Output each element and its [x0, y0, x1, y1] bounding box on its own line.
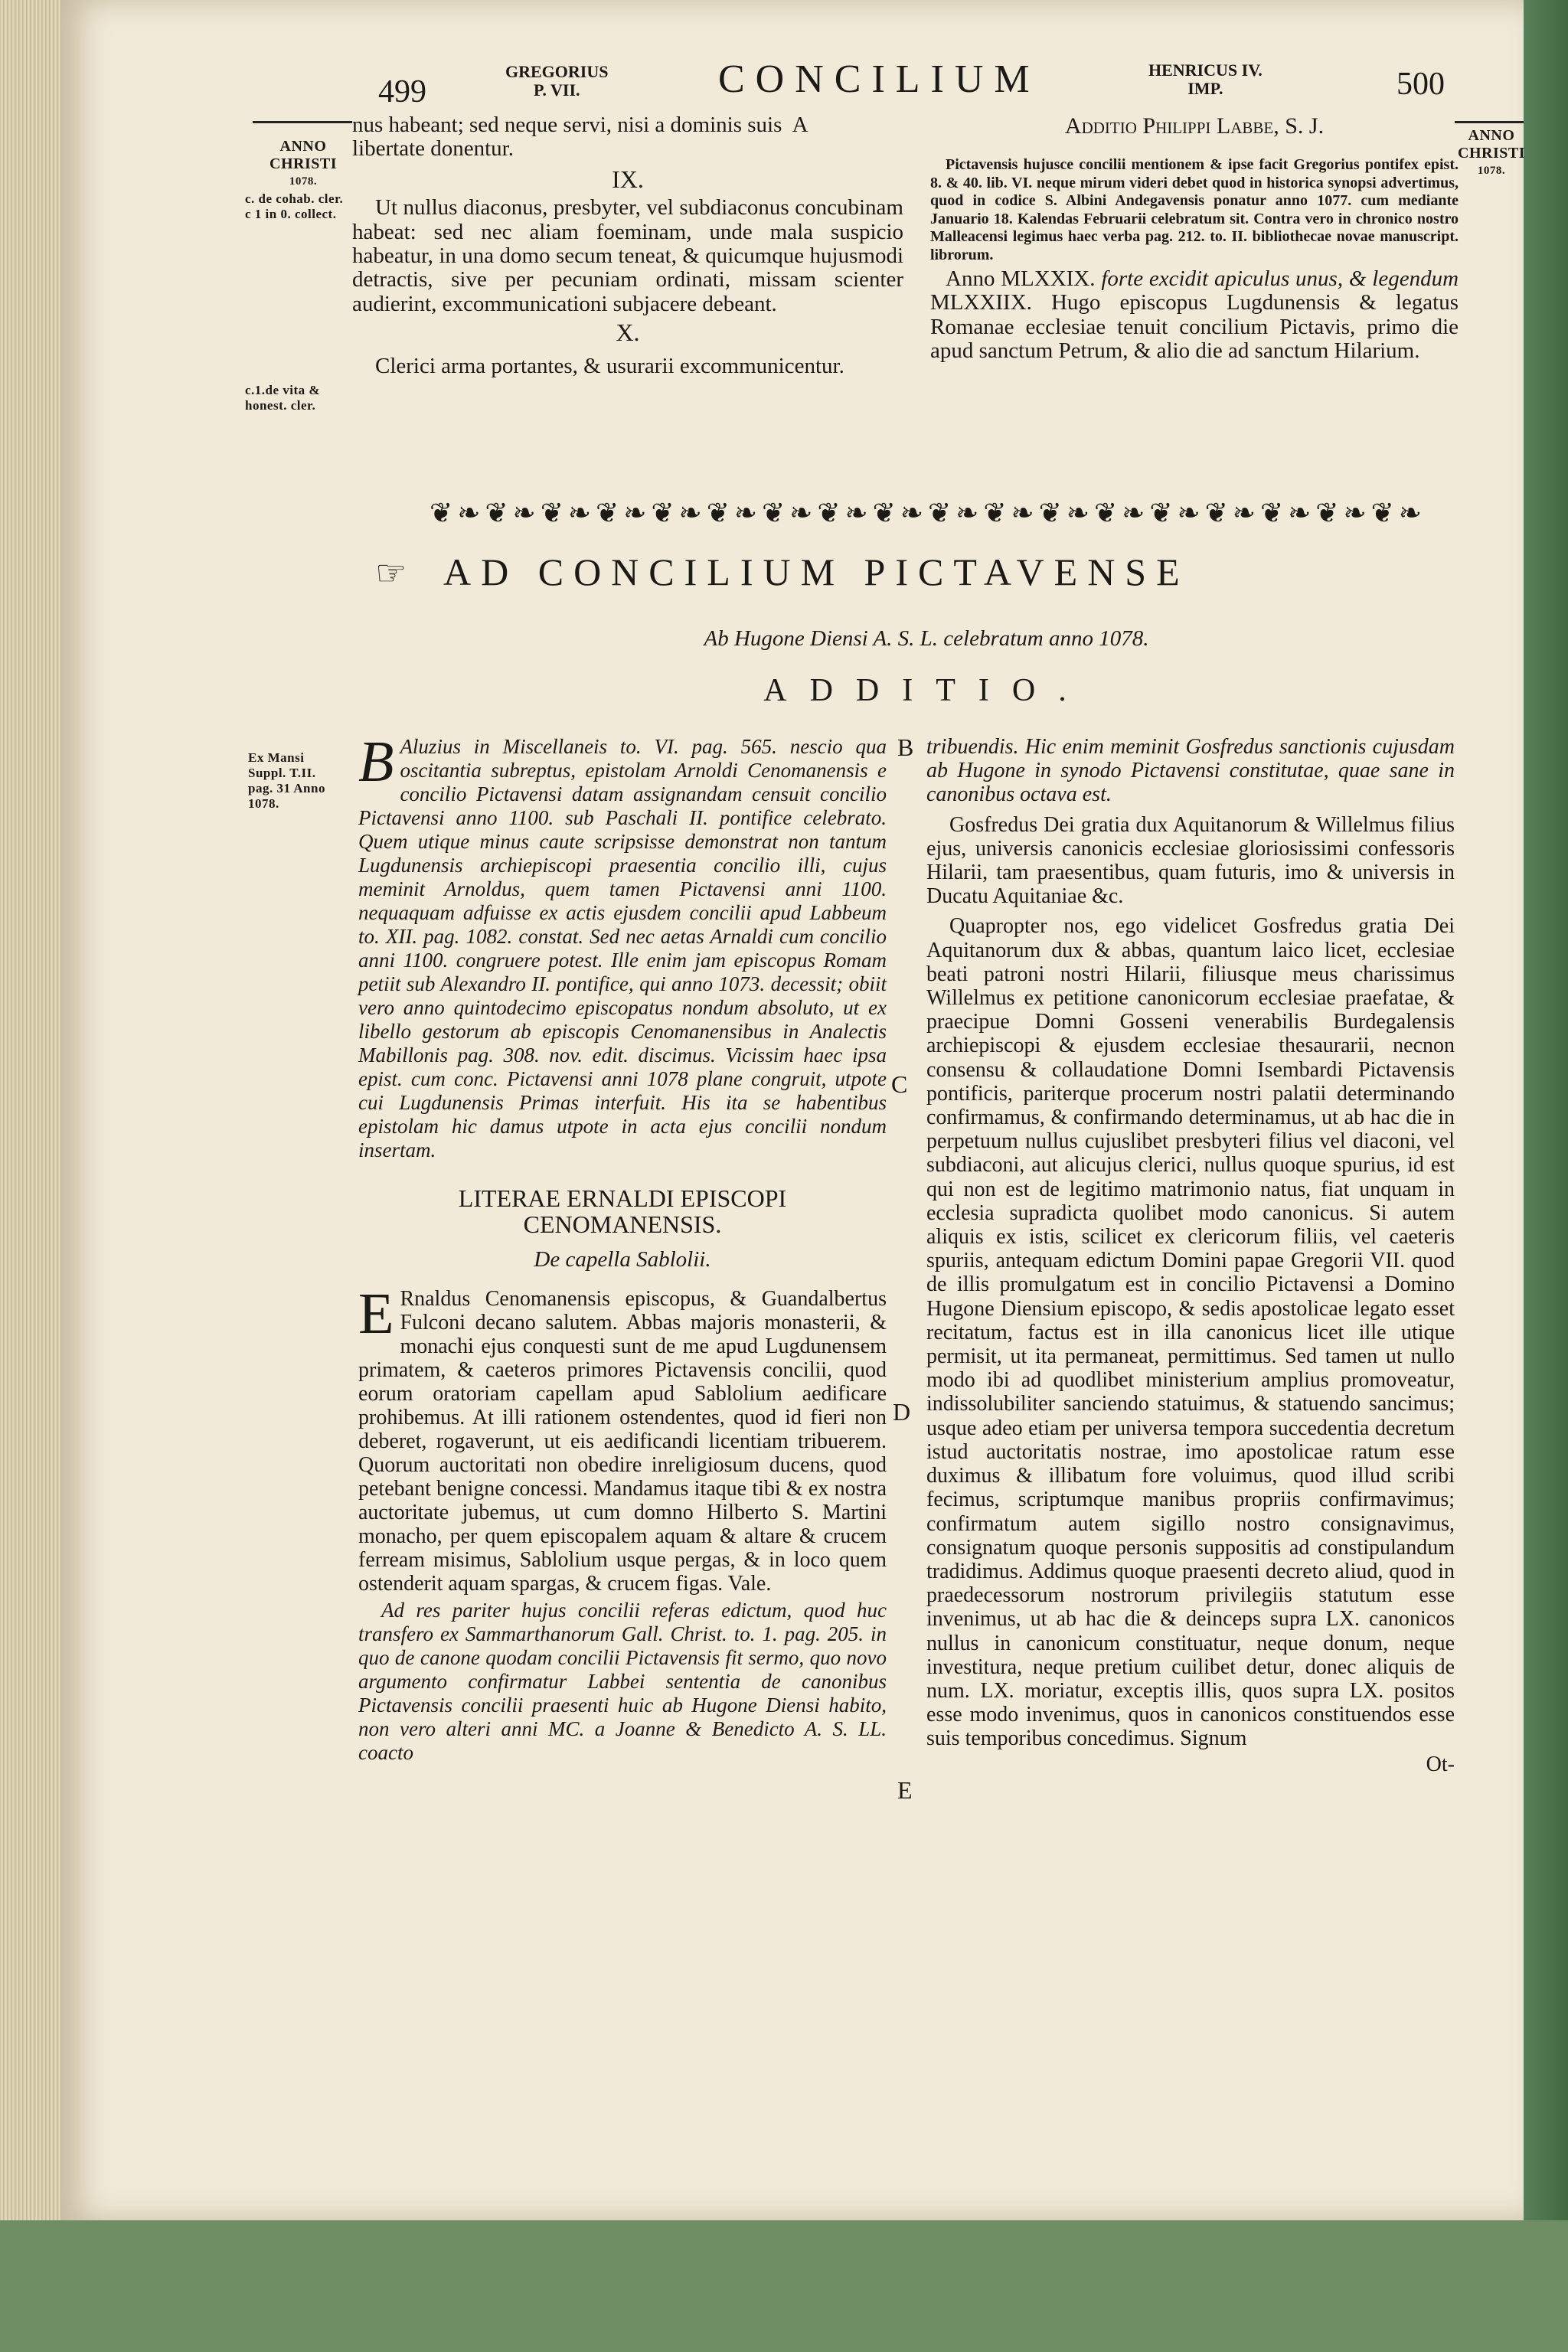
header-pope-name: GREGORIUS: [505, 62, 609, 81]
column-marker-c: C: [891, 1070, 908, 1098]
col1-top-line1-text: nus habeant; sed neque servi, nisi a dominis suis: [352, 113, 782, 137]
header-emperor-name: HENRICUS IV.: [1148, 60, 1263, 80]
letter-text: [358, 1282, 887, 1596]
gosfredus-intro: tribuendis. Hic enim meminit Gosfredus sanctionis cujusdam ab Hugone in synodo Pictavensi constitutae, quae sane in canonibus octava est.: [926, 735, 1455, 807]
additio-labbe-text: Pictavensis hujusce concilii mentionem & ipse facit Gregorius pontifex epist. 8. & 40. lib. VI. neque mirum videri debet quod in historica synopsi advertimus, quod in codice S. Albini Andegavensis ponatur anno 1077. cum mediante Januario 18. Kalendas Februarii celebratum sit. Contra vero in chronico nostro Malleacensi legimus haec verba pag. 212. to. II. bibliothecae novae manuscript. librorum.: [930, 156, 1459, 263]
book-page-edges: [0, 0, 63, 2220]
column-marker-d: D: [893, 1398, 911, 1426]
margin-note-mansi: Ex Mansi Suppl. T.II. pag. 31 Anno 1078.: [248, 750, 325, 811]
margin-rule-left: [253, 121, 352, 123]
margin-christi-right: CHRISTI: [1458, 145, 1525, 162]
column-2-bottom: [926, 735, 1455, 1776]
column-1-top: [352, 113, 903, 378]
letter-heading: LITERAE ERNALDI EPISCOPI CENOMANENSIS.: [458, 1184, 787, 1238]
anno-rest: MLXXIIX. Hugo episcopus Lugdunensis & legatus Romanae ecclesiae tenuit concilium Pictavis, primo die apud sanctum Petrum, & alio die ad sanctum Hilarium.: [930, 290, 1459, 364]
column-marker-b: B: [897, 733, 914, 761]
edict-note: Ad res pariter hujus concilii referas edictum, quod huc transfero ex Sammarthanorum Gall. Christ. to. 1. pag. 205. in quo de canone quodam concilii Pictavensis fit sermo, quo novo argumento confirmatur Labbei sententia de canonibus Pictavensis concilii praesenti huic ab Hugone Diensi habito, non vero alteri anni MC. a Joanne & Benedicto A. S. LL. coacto: [358, 1599, 887, 1764]
column-2-top: [930, 113, 1459, 364]
col1-top-line2: libertate donentur.: [352, 136, 514, 162]
canon-heading-10: X.: [616, 318, 640, 347]
margin-anno-right-word: ANNO: [1468, 127, 1515, 144]
surface-below-book: [0, 2205, 1568, 2352]
gosfredus-greeting: Gosfredus Dei gratia dux Aquitanorum & Willelmus filius ejus, universis canonicis ecclesiae gloriosissimi confessoris Hilarii, tam praesentibus, quam futuris, imo & universis in Ducatu Aquitaniae &c.: [926, 812, 1455, 909]
book-page: [61, 0, 1524, 2220]
additio-labbe-anno: [930, 267, 1459, 364]
canon-heading-9: IX.: [612, 165, 644, 193]
margin-year-right: 1078.: [1477, 165, 1506, 177]
header-emperor: [1148, 61, 1263, 98]
canon-9-text: Ut nullus diaconus, presbyter, vel subdiaconus concubinam habeat: sed nec aliam foeminam, unde mala suspicio habeatur, in una domo secum teneat, & quicumque hujusmodi detractis, sive per pecuniam ordinati, missam scienter audierint, excommunicationi subjacere debeant.: [352, 195, 903, 316]
section-title: [375, 550, 1508, 594]
margin-christi-left: CHRISTI: [270, 155, 337, 172]
col1-top-line1: [352, 113, 903, 137]
baluzius-paragraph: [358, 730, 887, 1162]
canon-10-text: Clerici arma portantes, & usurarii excommunicentur.: [375, 353, 844, 378]
section-title-text: AD CONCILIUM PICTAVENSE: [443, 550, 1190, 593]
header-emperor-sub: IMP.: [1187, 79, 1223, 98]
additio-labbe-heading: Additio Philippi Labbe, S. J.: [1064, 113, 1325, 139]
margin-anno-left-word: ANNO: [279, 138, 327, 155]
anno-note-italic: forte excidit apiculus unus, & legendum: [1101, 266, 1459, 291]
additio-heading: ADDITIO.: [763, 673, 1089, 708]
ornamental-band: ❦❧❦❧❦❧❦❧❦❧❦❧❦❧❦❧❦❧❦❧❦❧❦❧❦❧❦❧❦❧❦❧❦❧❦❧: [430, 498, 1426, 529]
margin-note-vita: c.1.de vita & honest. cler.: [245, 383, 321, 413]
section-subtitle: Ab Hugone Diensi A. S. L. celebratum anno 1078.: [704, 626, 1149, 651]
col1-marker-a: A: [792, 113, 808, 137]
letter-body: Rnaldus Cenomanensis episcopus, & Guandalbertus Fulconi decano salutem. Abbas majoris monasterii, & monachi ejus conquesti sunt de me apud Lugdunensem primatem, & caeteros primores Pictavensis concilii, quod eorum oratoriam capellam apud Sablolium aedificare prohibemus. At illi rationem ostendentes, quod id fieri non deberet, rogaverunt, ut eis aedificandi licentiam tribuerem. Quorum auctoritati non obedire inreligiosum ducens, quod petebant benigne concessi. Mandamus itaque tibi & ex nostra auctoritate jubemus, ut cum domno Hilberto S. Martini monacho, per quem episcopalem aquam & altare & crucem ferream misimus, Sablolium usque pergas, & in loco quem ostenderit aquam spargas, & crucem figas. Vale.: [358, 1287, 887, 1596]
gosfredus-decree: Quapropter nos, ego videlicet Gosfredus gratia Dei Aquitanorum dux & abbas, quantum laico licet, ecclesiae beati patroni nostri Hilarii, filiusque meus charissimus Willelmus ex petitione canonicorum ecclesiae praefatae, & praecipue Domni Gosseni venerabilis Burdegalensis archiepiscopi & ejusdem ecclesiae thesaurarii, necnon consensu & collaudatione Domni Isembardi Pictavensis pontificis, pariterque procerum nostri palatii determinando confirmamus, & confirmando determinamus, ut ab hac die in perpetuum nullus cujuslibet presbyteri filius vel diaconi, vel subdiaconi, aut alicujus clerici, nullus quoque spurius, id est qui non est de legitimo matrimonio natus, fiat unquam in ecclesia supradicta quolibet modo canonicus. Si autem aliquis ex istis, scilicet ex clericorum filiis, vel caeteris spuriis, antequam edictum Domini papae Gregorii VII. quod de illis promulgatum est in concilio Pictavensi a Domino Hugone Diensium episcopo, & sedis apostolicae legato esset recitatum, factus est in illa canonicus licet ille utique permisit, ut ita permaneat, permittimus. Sed tamen ut nullo modo ibi ad quodlibet ministerium amplius promoveatur, indissolubiliter sanciendo statuimus, & statuendo sancimus; usque adeo etiam per universa tempora succedentia decretum istud auctoritatis nostrae, imo apostolicae ratum esse duximus & illibatum fore voluimus, quod illud scribi fecimus, scriptumque manibus propriis confirmavimus; confirmatum autem sigillo nostro consignavimus, consignatum quoque personis suppositis ad constipulandum tradidimus. Addimus quoque praesenti decreto aliud, quod in praedecessorum nostrorum privilegiis statutum esse invenimus, ut ab hac die & deinceps supra LX. canonicos nullus in canonicum constituatur, neque donum, neque investitura, neque pretium cuilibet detur, donec aliquis de num. LX. moriatur, exceptis illis, quos supra LX. positos esse modo invenimus, quos in canonicos constituendos esse suis temporibus concedimus. Signum: [926, 914, 1455, 1751]
right-background-strip: [1524, 0, 1568, 2220]
column-1-bottom: [358, 730, 887, 1765]
page-number-left: 499: [378, 74, 426, 109]
header-pope-sub: P. VII.: [533, 80, 580, 100]
margin-year-left: 1078.: [289, 175, 318, 188]
dropcap-b: B: [358, 730, 394, 794]
column-marker-e: E: [897, 1776, 913, 1804]
running-title: CONCILIUM: [718, 57, 1040, 101]
page-number-right: 500: [1396, 67, 1445, 102]
margin-rule-right: [1455, 121, 1524, 123]
anno-mlxxix: Anno MLXXIX.: [946, 266, 1096, 291]
margin-anno-left: [257, 138, 349, 191]
header-pope: [505, 63, 608, 100]
baluzius-text: Aluzius in Miscellaneis to. VI. pag. 565. nescio qua oscitantia subreptus, epistolam Arnoldi Cenomanensis e concilio Pictavensi datam assignandam censuit concilio Pictavensi anno 1100. sub Paschali II. pontifice celebrato. Quem utique minus caute scripsisse demonstrat non tantum Lugdunensis archiepiscopi praesentia concilio illi, cujus meminit Arnoldus, quem tamen Pictavensi anni 1100. nequaquam adfuisse ex actis ejusdem concilii apud Labbeum to. XII. pag. 1082. constat. Sed nec aetas Arnaldi cum concilio anni 1100. congruere potest. Ille enim jam episcopus Romam petiit sub Alexandro II. pontifice, qui anno 1073. decessit; obiit vero anno quintodecimo episcopatus nondum absoluto, ut ex libello gestorum ab episcopis Cenomanensibus in Analectis Mabillonis pag. 308. nov. edit. discimus. Vicissim haec ipsa epist. cum conc. Pictavensi anni 1078 plane congruit, utpote cui Lugdunensis Primas interfuit. His ita se habentibus epistolam hic damus utpote in acta ejus concilii nondum insertam.: [358, 735, 887, 1161]
margin-anno-right: [1453, 127, 1530, 180]
dropcap-e: E: [358, 1282, 394, 1346]
pointing-hand-icon: ☞: [375, 554, 417, 593]
margin-note-cohab: c. de cohab. cler. c 1 in 0. collect.: [245, 191, 344, 221]
letter-subheading: De capella Sablolii.: [534, 1247, 711, 1272]
catchword: Ot-: [1426, 1752, 1455, 1776]
